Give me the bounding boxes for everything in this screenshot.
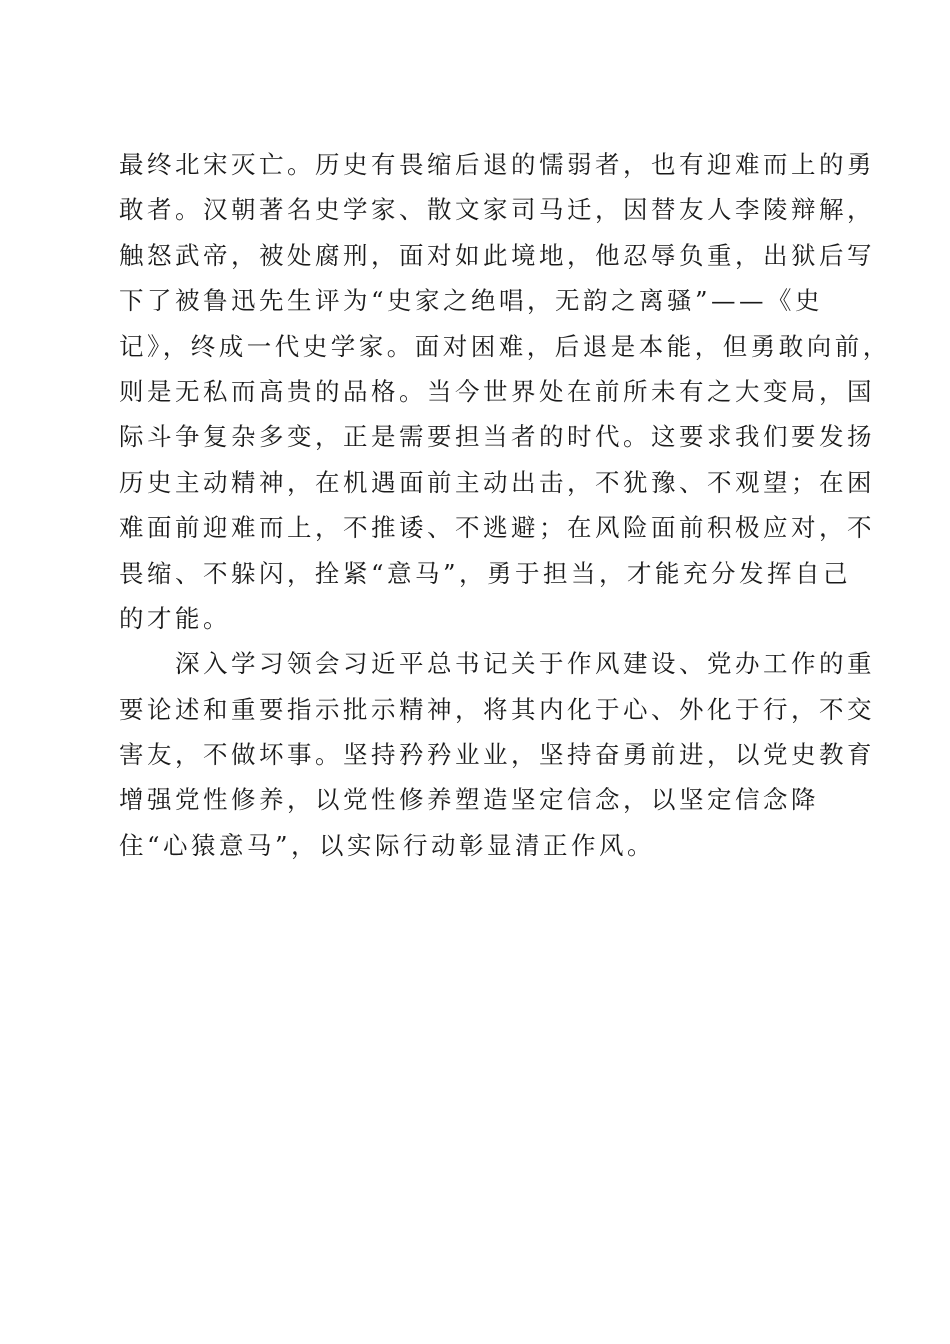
text-line: 际斗争复杂多变，正是需要担当者的时代。这要求我们要发扬 (119, 422, 875, 452)
document-body (119, 142, 891, 868)
text-line: 要论述和重要指示批示精神，将其内化于心、外化于行，不交 (119, 694, 875, 724)
paragraph-1 (119, 142, 891, 641)
text-line: 害友，不做坏事。坚持矜矜业业，坚持奋勇前进，以党史教育 (119, 740, 875, 770)
text-line: 敢者。汉朝著名史学家、散文家司马迁，因替友人李陵辩解， (119, 195, 875, 225)
paragraph-2 (119, 641, 875, 868)
text-line: 住“心猿意马”，以实际行动彰显清正作风。 (119, 830, 656, 860)
text-line: 增强党性修养，以党性修养塑造坚定信念，以坚定信念降 (119, 785, 819, 815)
text-line: 下了被鲁迅先生评为“史家之绝唱，无韵之离骚”——《史 (119, 286, 824, 316)
text-line: 则是无私而高贵的品格。当今世界处在前所未有之大变局，国 (119, 376, 875, 406)
text-line: 畏缩、不躲闪，拴紧“意马”，勇于担当，才能充分发挥自己 (119, 558, 852, 588)
text-line: 历史主动精神，在机遇面前主动出击，不犹豫、不观望；在困 (119, 467, 875, 497)
text-line: 难面前迎难而上，不推诿、不逃避；在风险面前积极应对，不 (119, 513, 875, 543)
text-line: 的才能。 (119, 603, 231, 633)
text-line: 触怒武帝，被处腐刑，面对如此境地，他忍辱负重，出狱后写 (119, 240, 875, 270)
text-line: 最终北宋灭亡。历史有畏缩后退的懦弱者，也有迎难而上的勇 (119, 150, 875, 179)
text-line: 深入学习领会习近平总书记关于作风建设、党办工作的重 (175, 649, 875, 679)
text-line: 记》，终成一代史学家。面对困难，后退是本能，但勇敢向前， (119, 331, 891, 361)
